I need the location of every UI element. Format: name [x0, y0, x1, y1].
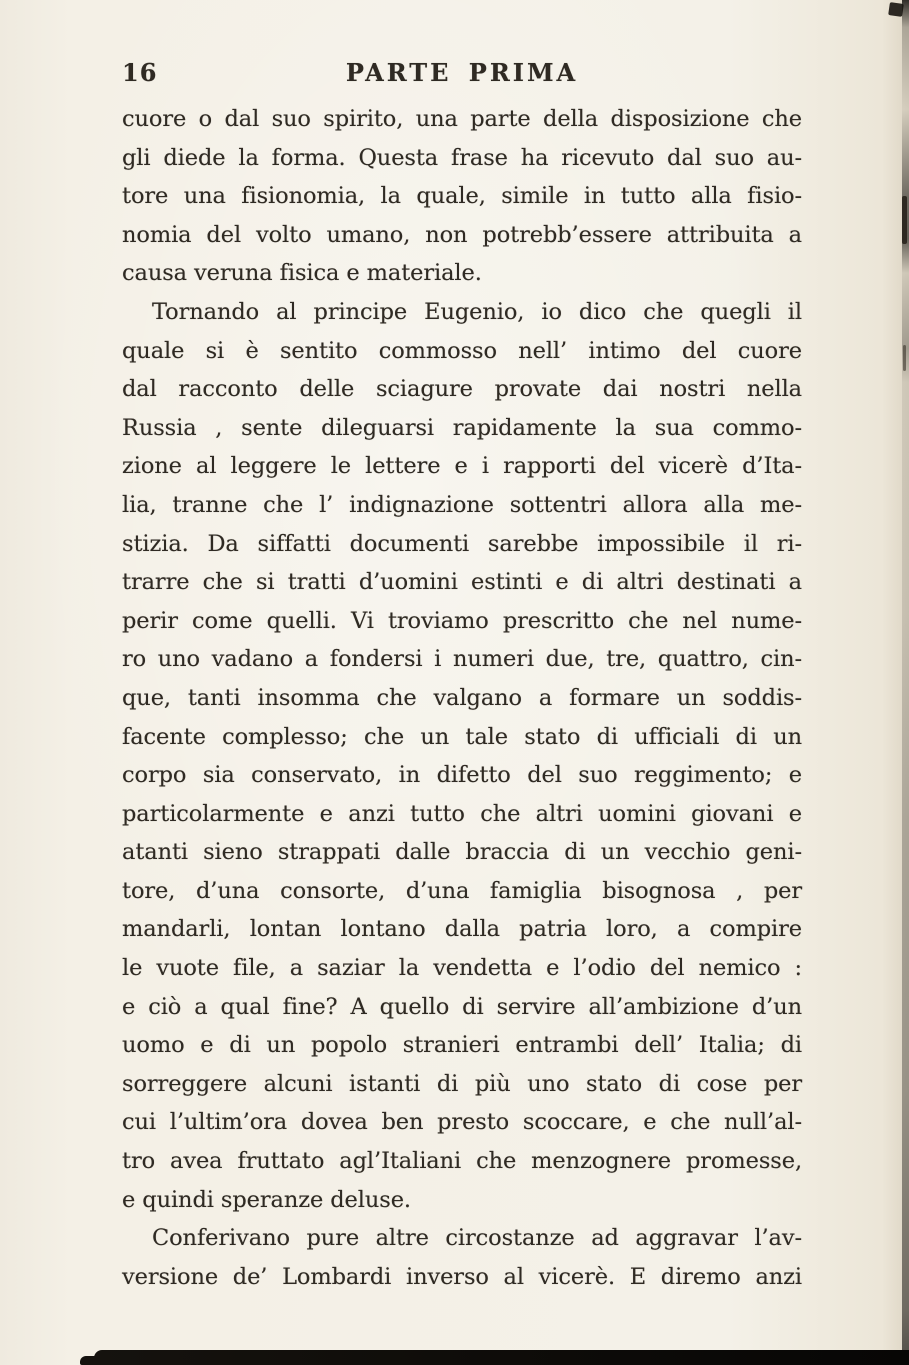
text-line: sorreggere alcuni istanti di più uno stato di cose per	[122, 1070, 802, 1097]
text-line: Russia , sente dileguarsi rapidamente la sua commo-	[122, 414, 802, 441]
text-line: facente complesso; che un tale stato di ufficiali di un	[122, 723, 802, 750]
text-line: nomia del volto umano, non potrebb’essere attribuita a	[122, 221, 802, 248]
text-line: gli diede la forma. Questa frase ha ricevuto dal suo au-	[122, 144, 802, 171]
text-line: causa veruna fisica e materiale.	[122, 260, 482, 287]
text-line: e quindi speranze deluse.	[122, 1186, 411, 1213]
text-line: tore, d’una consorte, d’una famiglia bisognosa , per	[122, 877, 802, 904]
page-header	[122, 58, 802, 90]
text-line: cuore o dal suo spirito, una parte della disposizione che	[122, 106, 802, 132]
text-line: ro uno vadano a fondersi i numeri due, tre, quattro, cin-	[122, 646, 802, 673]
scan-corner-mark	[888, 2, 904, 17]
text-line: perir come quelli. Vi troviamo prescritto che nel nume-	[122, 607, 802, 634]
text-line: tro avea fruttato agl’Italiani che menzognere promesse,	[122, 1148, 802, 1175]
text-line: trarre che si tratti d’uomini estinti e di altri destinati a	[122, 569, 802, 596]
text-line: zione al leggere le lettere e i rapporti del vicerè d’Ita-	[122, 453, 802, 480]
text-line: mandarli, lontan lontano dalla patria loro, a compire	[122, 916, 802, 943]
text-line: versione de’ Lombardi inverso al vicerè. E diremo anzi	[122, 1263, 802, 1290]
running-title: PARTE PRIMA	[345, 58, 579, 87]
text-line: uomo e di un popolo stranieri entrambi dell’ Italia; di	[122, 1032, 802, 1059]
scan-margin-mark	[903, 345, 906, 371]
text-line: Conferivano pure altre circostanze ad aggravar l’av-	[152, 1225, 802, 1252]
text-line: stizia. Da siffatti documenti sarebbe impossibile il ri-	[122, 530, 802, 557]
text-line: particolarmente e anzi tutto che altri uomini giovani e	[122, 800, 802, 827]
text-line: atanti sieno strappati dalle braccia di un vecchio geni-	[122, 839, 802, 866]
text-line: dal racconto delle sciagure provate dai nostri nella	[122, 376, 802, 403]
text-line: cui l’ultim’ora dovea ben presto scoccare, e che null’al-	[122, 1109, 802, 1136]
text-line: e ciò a qual fine? A quello di servire all’ambizione d’un	[122, 993, 802, 1020]
text-line: quale si è sentito commosso nell’ intimo del cuore	[122, 337, 802, 364]
page-number: 16	[122, 58, 158, 87]
scan-margin-mark	[902, 196, 907, 244]
text-line: que, tanti insomma che valgano a formare un soddis-	[122, 684, 802, 711]
text-line: le vuote file, a saziar la vendetta e l’odio del nemico :	[122, 955, 802, 982]
text-line: corpo sia conservato, in difetto del suo reggimento; e	[122, 762, 802, 789]
scan-bottom-bar-artifact	[94, 1350, 909, 1365]
text-body	[122, 100, 802, 1296]
text-line: lia, tranne che l’ indignazione sottentri allora alla me-	[122, 491, 802, 518]
text-line: tore una fisionomia, la quale, simile in tutto alla fisio-	[122, 183, 802, 210]
text-line: Tornando al principe Eugenio, io dico che quegli il	[152, 298, 802, 325]
